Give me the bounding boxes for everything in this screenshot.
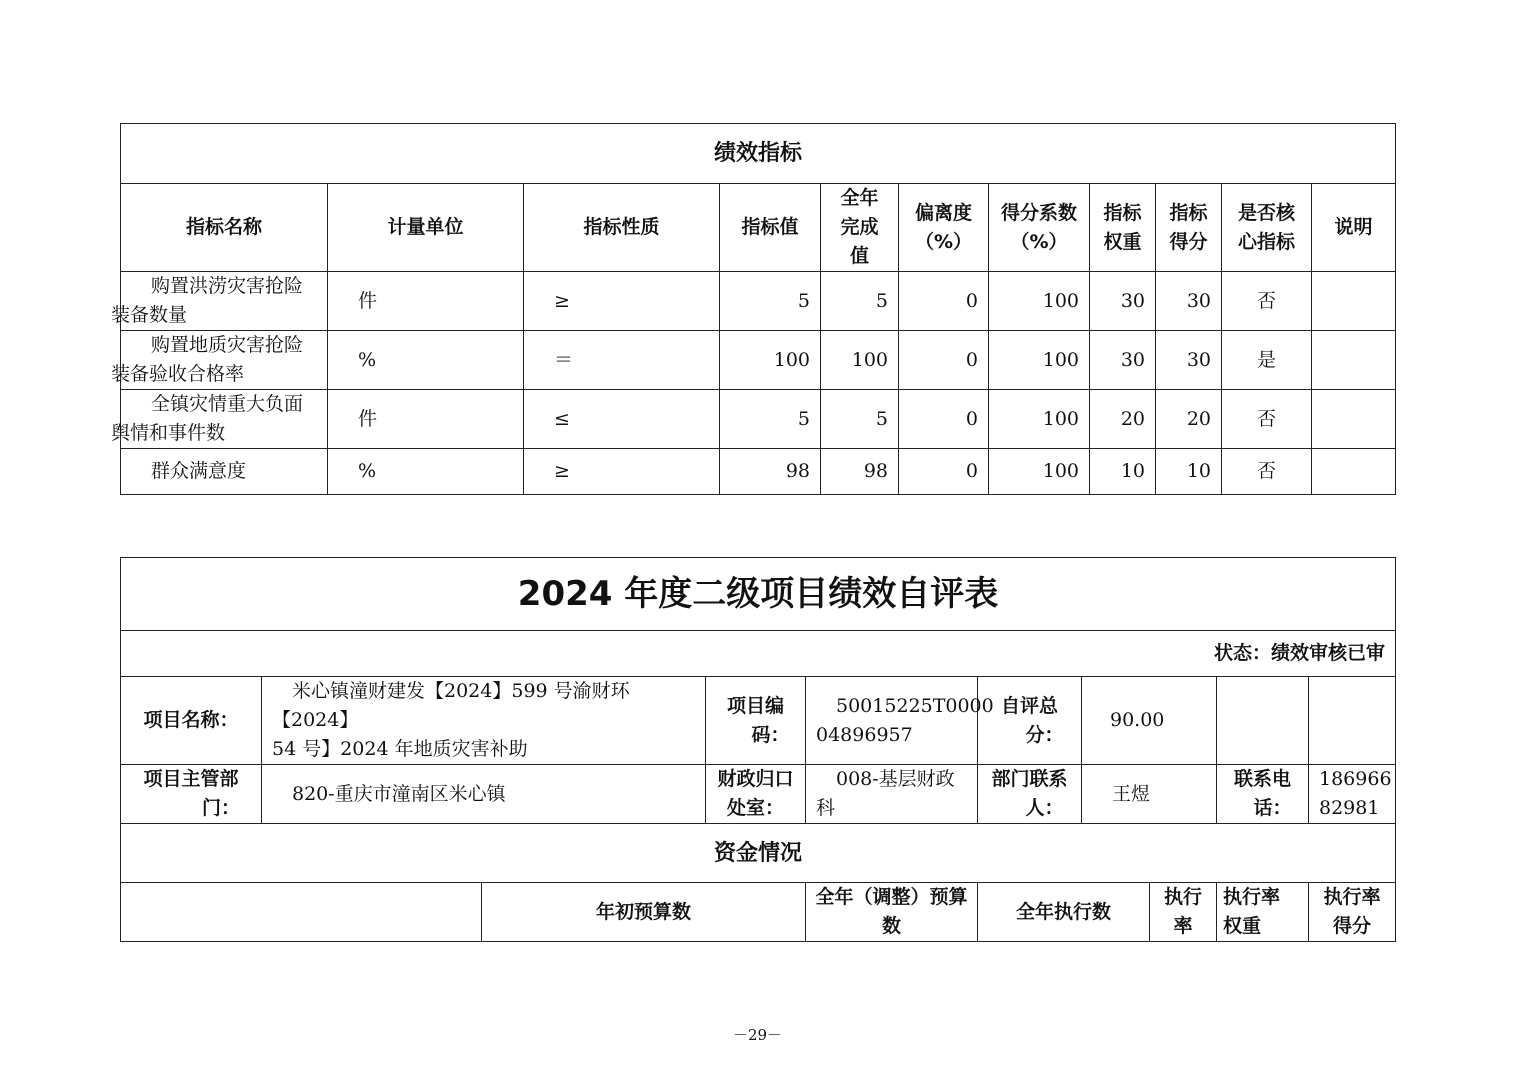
department-label: 项目主管部 门： (121, 765, 262, 824)
table-row (121, 331, 1396, 390)
indicator-deviation: 0 (899, 449, 989, 495)
indicator-score: 10 (1156, 449, 1222, 495)
indicator-coef: 100 (989, 449, 1090, 495)
status-text: 状态：绩效审核已审 (121, 631, 1396, 677)
indicator-nature: ≥ (524, 272, 720, 331)
phone-value: 186966 82981 (1309, 765, 1396, 824)
header-unit: 计量单位 (328, 184, 524, 272)
table-row (121, 272, 1396, 331)
indicator-note (1312, 272, 1396, 331)
header-weight: 指标 权重 (1090, 184, 1156, 272)
indicator-note (1312, 331, 1396, 390)
indicator-name: 全镇灾情重大负面 舆情和事件数 (121, 390, 328, 449)
indicator-name: 购置洪涝灾害抢险 装备数量 (121, 272, 328, 331)
indicator-score: 20 (1156, 390, 1222, 449)
project-name-label: 项目名称： (121, 677, 262, 765)
header-nature: 指标性质 (524, 184, 720, 272)
indicator-core: 否 (1222, 449, 1312, 495)
indicator-unit: % (328, 331, 524, 390)
indicator-unit: % (328, 449, 524, 495)
indicator-deviation: 0 (899, 331, 989, 390)
header-annual-done: 全年 完成 值 (821, 184, 899, 272)
indicator-deviation: 0 (899, 390, 989, 449)
indicator-done: 98 (821, 449, 899, 495)
header-score-coef: 得分系数 （%） (989, 184, 1090, 272)
indicator-weight: 10 (1090, 449, 1156, 495)
indicator-unit: 件 (328, 272, 524, 331)
indicator-value: 98 (720, 449, 821, 495)
header-value: 指标值 (720, 184, 821, 272)
empty-cell (121, 883, 482, 942)
indicator-note (1312, 449, 1396, 495)
header-initial-budget: 年初预算数 (482, 883, 806, 942)
indicator-done: 5 (821, 272, 899, 331)
indicator-core: 否 (1222, 390, 1312, 449)
indicator-name: 群众满意度 (121, 449, 328, 495)
indicator-weight: 30 (1090, 331, 1156, 390)
eval-title: 2024 年度二级项目绩效自评表 (121, 558, 1396, 631)
indicator-done: 5 (821, 390, 899, 449)
header-executed: 全年执行数 (978, 883, 1150, 942)
fund-section-title: 资金情况 (121, 824, 1396, 883)
table-row (121, 449, 1396, 495)
indicator-value: 5 (720, 390, 821, 449)
total-score-label: 自评总 分： (978, 677, 1082, 765)
page-number: －29－ (732, 1026, 783, 1044)
contact-label: 部门联系 人： (978, 765, 1082, 824)
indicator-nature: ≤ (524, 390, 720, 449)
indicator-weight: 20 (1090, 390, 1156, 449)
indicator-unit: 件 (328, 390, 524, 449)
indicator-deviation: 0 (899, 272, 989, 331)
department-value: 820-重庆市潼南区米心镇 (262, 765, 706, 824)
project-code-label: 项目编 码： (706, 677, 806, 765)
indicator-done: 100 (821, 331, 899, 390)
indicator-value: 100 (720, 331, 821, 390)
contact-value: 王煜 (1082, 765, 1217, 824)
indicator-core: 是 (1222, 331, 1312, 390)
indicator-score: 30 (1156, 272, 1222, 331)
finance-office-label: 财政归口 处室： (706, 765, 806, 824)
project-name-value: 米心镇潼财建发【2024】599 号渝财环【2024】 54 号】2024 年地质灾害补助 (262, 677, 706, 765)
project-code-value: 50015225T0000 04896957 (806, 677, 978, 765)
header-exec-rate-score: 执行率 得分 (1309, 883, 1396, 942)
header-indicator-name: 指标名称 (121, 184, 328, 272)
performance-title: 绩效指标 (121, 124, 1396, 184)
header-score: 指标 得分 (1156, 184, 1222, 272)
performance-indicator-table (111, 123, 1396, 495)
indicator-coef: 100 (989, 390, 1090, 449)
header-exec-rate: 执行 率 (1150, 883, 1217, 942)
total-score-value: 90.00 (1082, 677, 1217, 765)
header-core: 是否核 心指标 (1222, 184, 1312, 272)
indicator-nature: ≥ (524, 449, 720, 495)
header-deviation: 偏离度 （%） (899, 184, 989, 272)
empty-cell (1309, 677, 1396, 765)
header-adjusted-budget: 全年（调整）预算 数 (806, 883, 978, 942)
indicator-coef: 100 (989, 331, 1090, 390)
indicator-score: 30 (1156, 331, 1222, 390)
header-note: 说明 (1312, 184, 1396, 272)
header-exec-rate-weight: 执行率 权重 (1217, 883, 1309, 942)
empty-cell (1217, 677, 1309, 765)
indicator-weight: 30 (1090, 272, 1156, 331)
indicator-name: 购置地质灾害抢险 装备验收合格率 (121, 331, 328, 390)
table-row (121, 390, 1396, 449)
indicator-coef: 100 (989, 272, 1090, 331)
self-evaluation-table (120, 557, 1396, 942)
indicator-nature: ＝ (524, 331, 720, 390)
indicator-core: 否 (1222, 272, 1312, 331)
indicator-value: 5 (720, 272, 821, 331)
indicator-note (1312, 390, 1396, 449)
phone-label: 联系电 话： (1217, 765, 1309, 824)
finance-office-value: 008-基层财政 科 (806, 765, 978, 824)
